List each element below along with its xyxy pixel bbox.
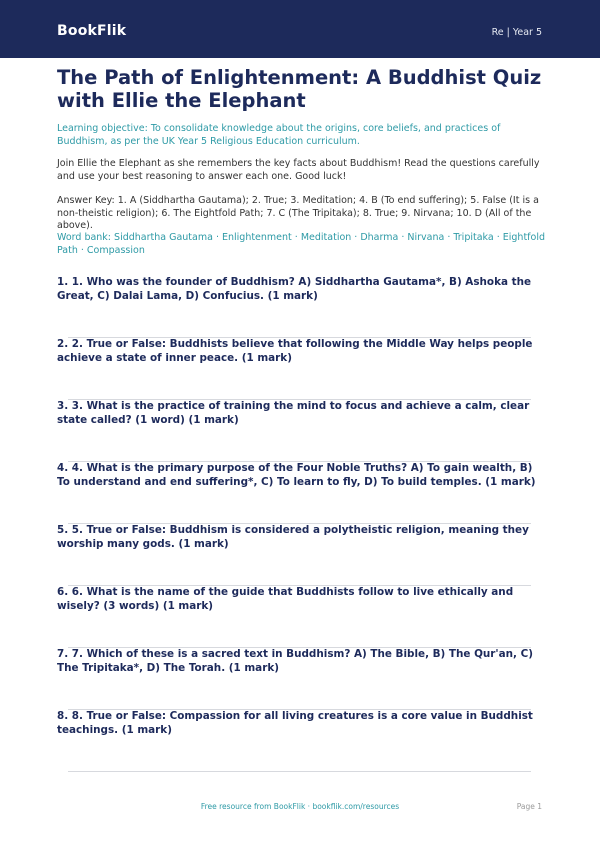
page-title: The Path of Enlightenment: A Buddhist Quiz with Ellie the Elephant: [57, 66, 542, 112]
page-number: Page 1: [516, 802, 542, 811]
question-4: 4. 4. What is the primary purpose of the Four Noble Truths? A) To gain wealth, B) To understand and end suffering*, C) To learn to fly, D) To build temples. (1 mark): [57, 462, 536, 488]
subject-year-label: Re | Year 5: [491, 27, 542, 38]
question-2: 2. 2. True or False: Buddhists believe that following the Middle Way helps people achieve a state of inner peace. (1 mark): [57, 338, 533, 364]
question-5: 5. 5. True or False: Buddhism is considered a polytheistic religion, meaning they worship many gods. (1 mark): [57, 524, 529, 550]
brand-logo-text[interactable]: BookFlik: [57, 23, 127, 39]
question-7: 7. 7. Which of these is a sacred text in Buddhism? A) The Bible, B) The Qur'an, C) The Tripitaka*, D) The Torah. (1 mark): [57, 648, 533, 674]
answer-line-8[interactable]: [68, 771, 531, 772]
question-1: 1. 1. Who was the founder of Buddhism? A) Siddhartha Gautama*, B) Ashoka the Great, C) Dalai Lama, D) Confucius. (1 mark): [57, 276, 532, 302]
word-bank: Word bank: Siddhartha Gautama · Enlightenment · Meditation · Dharma · Nirvana · Tripitaka · Eightfold Path · Compassion: [57, 232, 546, 256]
header-bar: [0, 0, 600, 58]
question-6: 6. 6. What is the name of the guide that Buddhists follow to live ethically and wisely? (3 words) (1 mark): [57, 586, 514, 612]
answer-key: Answer Key: 1. A (Siddhartha Gautama); 2. True; 3. Meditation; 4. B (To end suffering); 5. False (It is a non-theistic religion); 6. The Eightfold Path; 7. C (The Tripitaka); 8. True; 9. Nirvana; 10. D (All of the above).: [57, 195, 539, 231]
footer-resource-link[interactable]: Free resource from BookFlik · bookflik.com/resources: [200, 802, 400, 811]
learning-objective: Learning objective: To consolidate knowledge about the origins, core beliefs, and practices of Buddhism, as per the UK Year 5 Religious Education curriculum.: [57, 123, 501, 147]
intro-text: Join Ellie the Elephant as she remembers the key facts about Buddhism! Read the questions carefully and use your best reasoning to answer each one. Good luck!: [57, 158, 540, 182]
question-3: 3. 3. What is the practice of training the mind to focus and achieve a calm, clear state called? (1 word) (1 mark): [57, 400, 530, 426]
question-8: 8. 8. True or False: Compassion for all living creatures is a core value in Buddhist teachings. (1 mark): [57, 710, 533, 736]
